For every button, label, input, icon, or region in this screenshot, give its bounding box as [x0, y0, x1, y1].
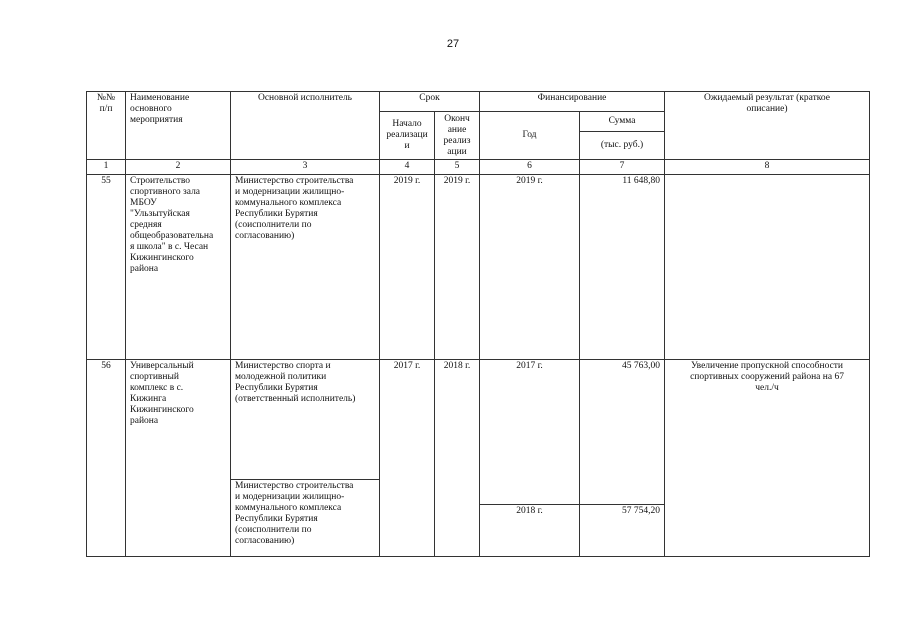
program-table [86, 91, 870, 557]
header-executor: Основной исполнитель [231, 92, 380, 160]
row-num: 55 [87, 175, 126, 360]
header-term-end: Оконч ание реализ ации [435, 112, 480, 160]
row-executor-2: Министерство строительства и модернизации жилищно- коммунального комплекса Республики Бурятия (соисполнители по согласованию) [231, 480, 380, 557]
row-num: 56 [87, 360, 126, 557]
row-end: 2019 г. [435, 175, 480, 360]
row-sum-2: 57 754,20 [580, 505, 665, 557]
colnum-3: 3 [231, 160, 380, 175]
table-row [87, 360, 870, 480]
page-number: 27 [446, 38, 460, 50]
header-name: Наименование основного мероприятия [126, 92, 231, 160]
header-financing: Финансирование [480, 92, 665, 112]
row-year: 2019 г. [480, 175, 580, 360]
colnum-7: 7 [580, 160, 665, 175]
colnum-2: 2 [126, 160, 231, 175]
colnum-5: 5 [435, 160, 480, 175]
row-year-2: 2018 г. [480, 505, 580, 557]
header-row [87, 92, 870, 112]
header-year: Год [480, 112, 580, 160]
colnum-1: 1 [87, 160, 126, 175]
column-numbers-row [87, 160, 870, 175]
row-sum: 11 648,80 [580, 175, 665, 360]
row-end: 2018 г. [435, 360, 480, 557]
header-result: Ожидаемый результат (краткое описание) [665, 92, 870, 160]
row-executor: Министерство строительства и модернизации жилищно- коммунального комплекса Республики Бурятия (соисполнители по согласованию) [231, 175, 380, 360]
header-term: Срок [380, 92, 480, 112]
row-result: Увеличение пропускной способности спортивных сооружений района на 67 чел./ч [665, 360, 870, 557]
header-num: №№ п/п [87, 92, 126, 160]
row-executor: Министерство спорта и молодежной политики Республики Бурятия (ответственный исполнитель) [231, 360, 380, 480]
table-row [87, 175, 870, 360]
row-name: Универсальный спортивный комплекс в с. Кижинга Кижингинского района [126, 360, 231, 557]
row-year: 2017 г. [480, 360, 580, 505]
row-start: 2019 г. [380, 175, 435, 360]
colnum-6: 6 [480, 160, 580, 175]
header-sum-unit: (тыс. руб.) [580, 132, 665, 160]
row-start: 2017 г. [380, 360, 435, 557]
row-result [665, 175, 870, 360]
row-sum: 45 763,00 [580, 360, 665, 505]
colnum-8: 8 [665, 160, 870, 175]
colnum-4: 4 [380, 160, 435, 175]
header-sum: Сумма [580, 112, 665, 132]
header-term-start: Начало реализаци и [380, 112, 435, 160]
row-name: Строительство спортивного зала МБОУ "Ульзытуйская средняя общеобразовательна я школа" в с. Чесан Кижингинского района [126, 175, 231, 360]
